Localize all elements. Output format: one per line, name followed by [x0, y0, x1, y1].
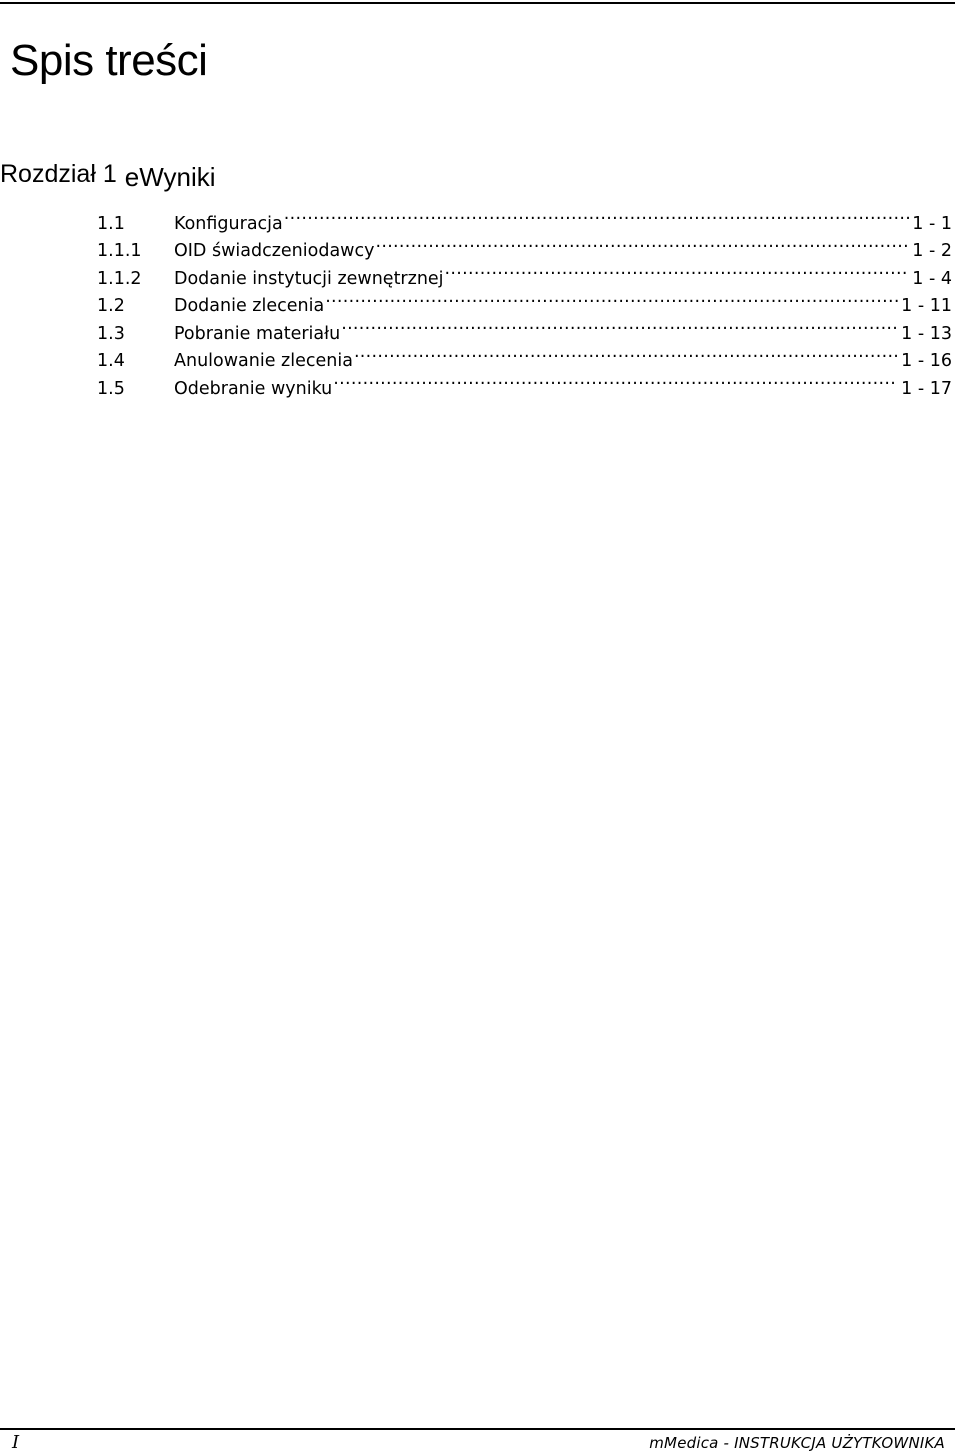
- page-title: Spis treści: [10, 36, 208, 85]
- chapter-label: Rozdział 1: [0, 160, 117, 188]
- footer-page-number: I: [12, 1432, 20, 1453]
- toc-entry-label: Anulowanie zlecenia: [174, 351, 353, 371]
- toc-entry-number: 1.1.1: [97, 241, 142, 261]
- toc-entry-label: Konfiguracja: [174, 213, 283, 234]
- toc-dot-leader: [284, 201, 910, 229]
- top-rule: [0, 2, 955, 4]
- toc-entry-number: 1.2: [97, 296, 125, 316]
- toc-entry-label: Pobranie materiału: [174, 323, 341, 344]
- footer-text: mMedica - INSTRUKCJA UŻYTKOWNIKA: [649, 1434, 945, 1452]
- toc-entry-page: 1 - 2: [912, 241, 952, 261]
- toc-entry-number: 1.1.2: [97, 268, 142, 289]
- toc-dot-leader: [354, 339, 898, 367]
- chapter-title: eWyniki: [124, 162, 216, 192]
- toc-entry-number: 1.3: [97, 323, 125, 344]
- toc-entry-page: 1 - 17: [901, 378, 952, 399]
- toc-dot-leader: [341, 311, 898, 339]
- toc-entry-page: 1 - 1: [912, 213, 952, 234]
- toc-entry-page: 1 - 13: [901, 323, 952, 344]
- toc-entry-label: Dodanie zlecenia: [174, 296, 325, 316]
- toc-entry-label: Dodanie instytucji zewnętrznej: [174, 268, 444, 289]
- toc-entry-number: 1.1: [97, 213, 125, 234]
- toc-entry-number: 1.5: [97, 378, 125, 399]
- toc-dot-leader: [333, 366, 898, 394]
- footer-rule: [0, 1428, 955, 1430]
- toc-dot-leader: [445, 256, 910, 284]
- toc-entry-page: 1 - 4: [912, 268, 952, 289]
- toc-entry-page: 1 - 16: [901, 351, 952, 371]
- toc-entry-label: OID świadczeniodawcy: [174, 241, 375, 261]
- toc-entry[interactable]: [97, 201, 952, 234]
- toc-dot-leader: [325, 284, 898, 312]
- toc-entry-page: 1 - 11: [901, 296, 952, 316]
- toc-entry-label: Odebranie wyniku: [174, 378, 333, 399]
- toc-entry-number: 1.4: [97, 351, 125, 371]
- table-of-contents: [97, 201, 952, 399]
- chapter-heading: [0, 158, 216, 192]
- toc-dot-leader: [375, 229, 909, 257]
